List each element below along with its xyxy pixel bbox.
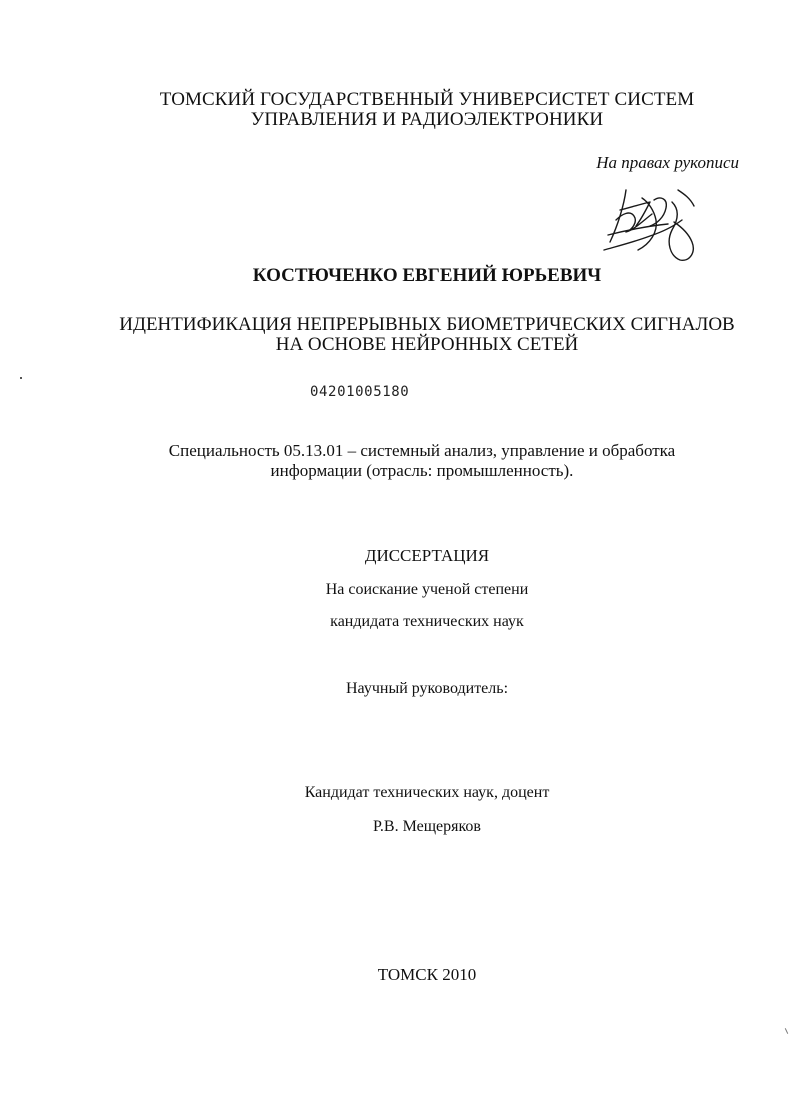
specialty xyxy=(0,441,794,481)
handwritten-signature xyxy=(598,180,708,270)
thesis-title-line-1: ИДЕНТИФИКАЦИЯ НЕПРЕРЫВНЫХ БИОМЕТРИЧЕСКИХ СИГНАЛОВ xyxy=(119,314,735,335)
document-type: ДИССЕРТАЦИЯ xyxy=(364,546,490,565)
university-line-1: ТОМСКИЙ ГОСУДАРСТВЕННЫЙ УНИВЕРСИСТЕТ СИСТЕМ xyxy=(159,89,695,110)
supervisor-label: Научный руководитель: xyxy=(345,680,509,697)
supervisor-name: Р.В. Мещеряков xyxy=(373,818,481,835)
university-name xyxy=(0,90,794,130)
degree-line-1: На соискание ученой степени xyxy=(325,581,529,598)
manuscript-note: На правах рукописи xyxy=(596,153,739,172)
specialty-line-1: Специальность 05.13.01 – системный анализ, управление и обработка xyxy=(168,441,676,460)
university-line-2: УПРАВЛЕНИЯ И РАДИОЭЛЕКТРОНИКИ xyxy=(250,109,604,130)
scan-speck xyxy=(20,377,22,379)
author-name: КОСТЮЧЕНКО ЕВГЕНИЙ ЮРЬЕВИЧ xyxy=(252,265,602,286)
registration-code: 04201005180 xyxy=(310,384,410,400)
thesis-title-line-2: НА ОСНОВЕ НЕЙРОННЫХ СЕТЕЙ xyxy=(275,334,579,355)
specialty-line-2: информации (отрасль: промышленность). xyxy=(270,461,574,480)
place-year: ТОМСК 2010 xyxy=(377,965,477,984)
scan-edge-mark xyxy=(785,1028,788,1034)
thesis-title xyxy=(0,315,794,355)
supervisor-title: Кандидат технических наук, доцент xyxy=(304,784,550,801)
degree-line-2: кандидата технических наук xyxy=(330,613,524,630)
